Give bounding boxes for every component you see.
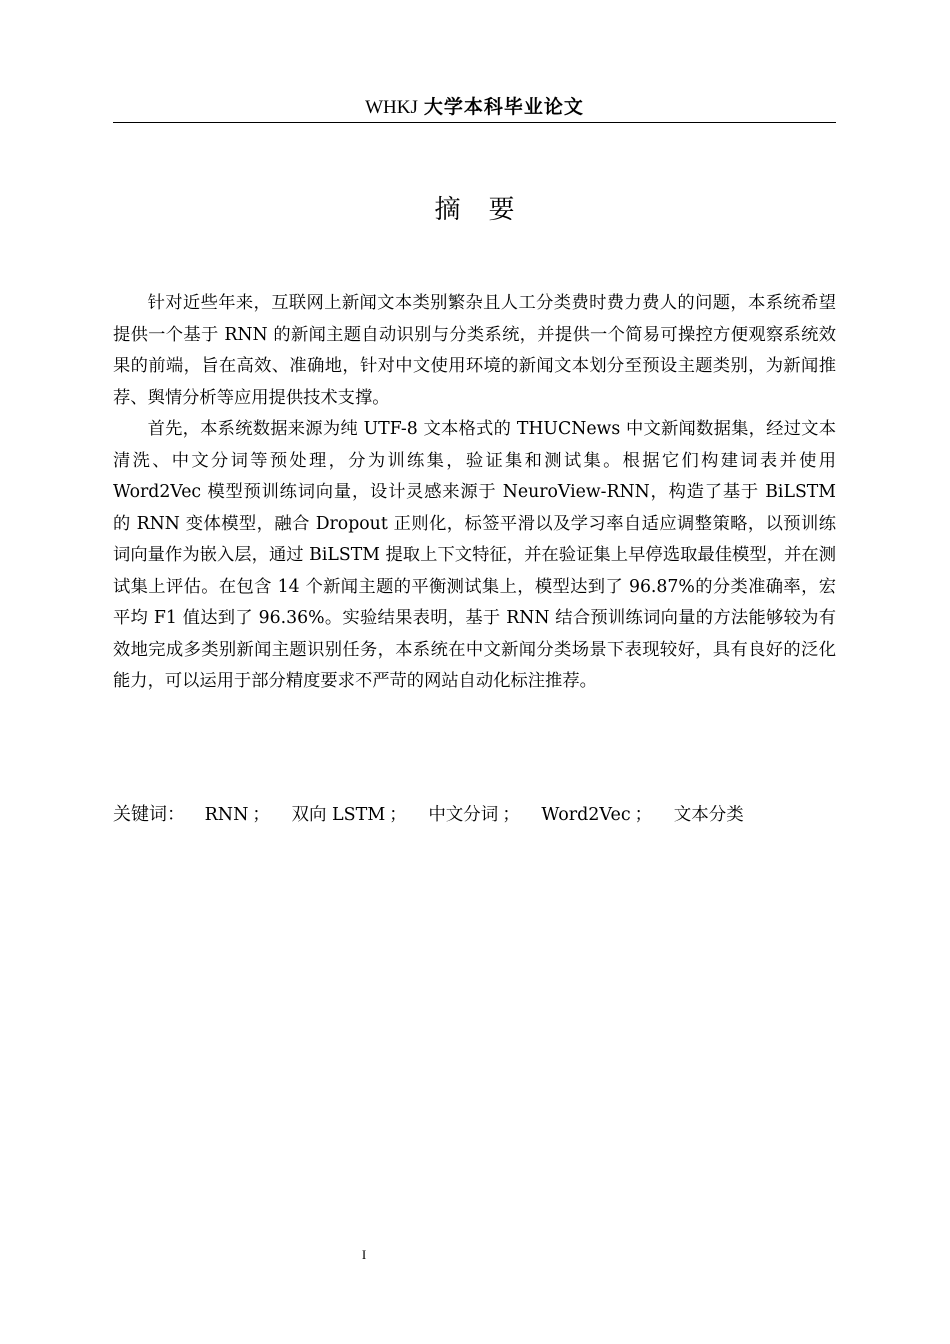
- header-school: WHKJ: [365, 97, 418, 118]
- abstract-paragraph-2: 首先，本系统数据来源为纯 UTF-8 文本格式的 THUCNews 中文新闻数据集，经过文本清洗、中文分词等预处理，分为训练集，验证集和测试集。根据它们构建词表并使用 Word2Vec 模型预训练词向量，设计灵感来源于 NeuroView-RNN，构造了基于 BiLSTM 的 RNN 变体模型，融合 Dropout 正则化，标签平滑以及学习率自适应调整策略，以预训练词向量作为嵌入层，通过 BiLSTM 提取上下文特征，并在验证集上早停选取最佳模型，并在测试集上评估。在包含 14 个新闻主题的平衡测试集上，模型达到了 96.87%的分类准确率，宏平均 F1 值达到了 96.36%。实验结果表明，基于 RNN 结合预训练词向量的方法能够较为有效地完成多类别新闻主题识别任务，本系统在中文新闻分类场景下表现较好，具有良好的泛化能力，可以运用于部分精度要求不严苛的网站自动化标注推荐。: [113, 419, 836, 691]
- abstract-paragraph-1: 针对近些年来，互联网上新闻文本类别繁杂且人工分类费时费力费人的问题，本系统希望提供一个基于 RNN 的新闻主题自动识别与分类系统，并提供一个简易可操控方便观察系统效果的前端，旨在高效、准确地，针对中文使用环境的新闻文本划分至预设主题类别，为新闻推荐、舆情分析等应用提供技术支撑。: [113, 293, 836, 408]
- keyword-separator: ；: [389, 805, 407, 825]
- keyword-item: Word2Vec: [541, 805, 631, 825]
- keyword-item: RNN: [204, 805, 249, 825]
- keyword-item: 中文分词: [428, 805, 499, 825]
- abstract-title: 摘要: [434, 195, 543, 225]
- keywords-line: [113, 800, 836, 830]
- keyword-item: 双向 LSTM: [291, 805, 386, 825]
- page-header: [113, 94, 836, 123]
- keyword-item: 文本分类: [673, 805, 744, 825]
- page-number: I: [361, 1247, 367, 1262]
- keywords-label: 关键词：: [113, 804, 185, 825]
- header-suffix: 大学本科毕业论文: [423, 96, 584, 118]
- keyword-separator: ；: [634, 805, 653, 825]
- abstract-body: [113, 288, 836, 698]
- keyword-separator: ；: [252, 805, 270, 825]
- keyword-separator: ；: [502, 805, 520, 825]
